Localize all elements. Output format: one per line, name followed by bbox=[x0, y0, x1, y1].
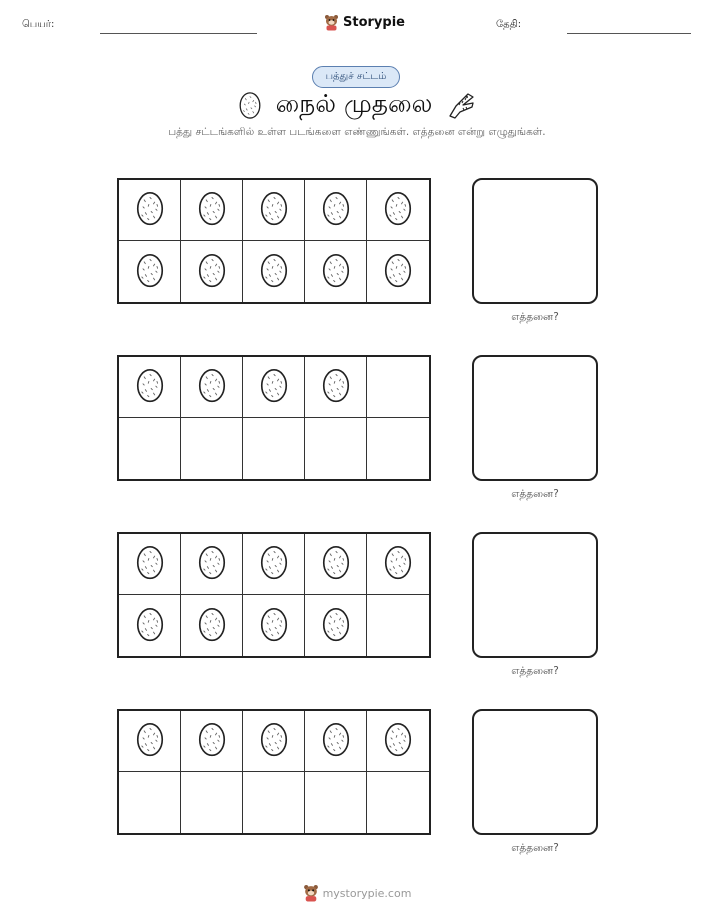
brand-name: Storypie bbox=[343, 15, 405, 30]
answer-box-4[interactable] bbox=[472, 709, 598, 835]
ten-frame-cell bbox=[119, 595, 181, 656]
answer-prompt-4: எத்தனை? bbox=[511, 842, 559, 854]
ten-frame-cell bbox=[367, 772, 429, 833]
ten-frame-cell bbox=[305, 772, 367, 833]
ten-frame-cell bbox=[243, 357, 305, 418]
egg-icon bbox=[198, 544, 226, 584]
ten-frame-cell bbox=[181, 534, 243, 595]
egg-icon bbox=[322, 367, 350, 407]
egg-icon bbox=[322, 606, 350, 646]
ten-frame-cell bbox=[181, 595, 243, 656]
egg-icon bbox=[198, 190, 226, 230]
name-line[interactable] bbox=[100, 33, 257, 34]
ten-frame-cell bbox=[119, 534, 181, 595]
ten-frame-4 bbox=[117, 709, 431, 835]
ten-frame-cell bbox=[367, 241, 429, 302]
ten-frame-cell bbox=[243, 711, 305, 772]
answer-prompt-1: எத்தனை? bbox=[511, 311, 559, 323]
ten-frame-cell bbox=[119, 418, 181, 479]
ten-frame-cell bbox=[119, 357, 181, 418]
ten-frame-cell bbox=[181, 418, 243, 479]
ten-frame-cell bbox=[367, 180, 429, 241]
egg-icon bbox=[260, 190, 288, 230]
answer-box-3[interactable] bbox=[472, 532, 598, 658]
ten-frame-cell bbox=[305, 241, 367, 302]
ten-frame-cell bbox=[181, 180, 243, 241]
answer-box-2[interactable] bbox=[472, 355, 598, 481]
ten-frame-cell bbox=[181, 357, 243, 418]
ten-frame-cell bbox=[181, 772, 243, 833]
ten-frame-2 bbox=[117, 355, 431, 481]
egg-icon bbox=[322, 544, 350, 584]
ten-frame-3 bbox=[117, 532, 431, 658]
egg-icon bbox=[260, 252, 288, 292]
egg-icon bbox=[136, 606, 164, 646]
ten-frame-cell bbox=[119, 180, 181, 241]
name-label: பெயர்: bbox=[22, 19, 55, 30]
footer-url: mystorypie.com bbox=[322, 886, 412, 900]
egg-icon bbox=[322, 190, 350, 230]
ten-frame-cell bbox=[367, 711, 429, 772]
egg-icon bbox=[136, 544, 164, 584]
egg-icon bbox=[238, 91, 262, 119]
ten-frame-cell bbox=[181, 241, 243, 302]
ten-frame-cell bbox=[367, 534, 429, 595]
egg-icon bbox=[260, 721, 288, 761]
storypie-mascot-icon bbox=[324, 14, 339, 31]
egg-icon bbox=[384, 190, 412, 230]
date-line[interactable] bbox=[567, 33, 691, 34]
ten-frame-cell bbox=[305, 534, 367, 595]
ten-frame-cell bbox=[367, 595, 429, 656]
egg-icon bbox=[198, 606, 226, 646]
ten-frame-cell bbox=[305, 711, 367, 772]
ten-frame-cell bbox=[367, 357, 429, 418]
ten-frame-cell bbox=[119, 241, 181, 302]
page-title: நைல் முதலை bbox=[275, 88, 433, 118]
ten-frame-cell bbox=[243, 418, 305, 479]
egg-icon bbox=[198, 721, 226, 761]
ten-frame-cell bbox=[243, 180, 305, 241]
answer-prompt-3: எத்தனை? bbox=[511, 665, 559, 677]
ten-frame-cell bbox=[305, 180, 367, 241]
footer bbox=[0, 884, 714, 902]
ten-frame-cell bbox=[243, 241, 305, 302]
ten-frame-cell bbox=[119, 711, 181, 772]
answer-prompt-2: எத்தனை? bbox=[511, 488, 559, 500]
instructions: பத்து சட்டங்களில் உள்ள படங்களை எண்ணுங்கள். எத்தனை என்று எழுதுங்கள். bbox=[168, 126, 546, 138]
ten-frame-cell bbox=[181, 711, 243, 772]
ten-frame-cell bbox=[305, 418, 367, 479]
egg-icon bbox=[198, 367, 226, 407]
egg-icon bbox=[384, 252, 412, 292]
egg-icon bbox=[322, 252, 350, 292]
egg-icon bbox=[136, 190, 164, 230]
egg-icon bbox=[260, 544, 288, 584]
egg-icon bbox=[260, 606, 288, 646]
ten-frame-cell bbox=[243, 772, 305, 833]
storypie-mascot-icon bbox=[303, 884, 319, 902]
egg-icon bbox=[322, 721, 350, 761]
ten-frame-cell bbox=[305, 595, 367, 656]
ten-frame-cell bbox=[243, 534, 305, 595]
egg-icon bbox=[198, 252, 226, 292]
title-row bbox=[0, 88, 714, 122]
egg-icon bbox=[384, 544, 412, 584]
egg-icon bbox=[136, 721, 164, 761]
egg-icon bbox=[260, 367, 288, 407]
brand-logo bbox=[324, 14, 405, 31]
egg-icon bbox=[384, 721, 412, 761]
worksheet-type-badge: பத்துச் சட்டம் bbox=[312, 66, 400, 88]
answer-box-1[interactable] bbox=[472, 178, 598, 304]
crocodile-head-icon bbox=[446, 90, 476, 120]
egg-icon bbox=[136, 252, 164, 292]
egg-icon bbox=[136, 367, 164, 407]
ten-frame-cell bbox=[119, 772, 181, 833]
ten-frame-1 bbox=[117, 178, 431, 304]
ten-frame-cell bbox=[243, 595, 305, 656]
ten-frame-cell bbox=[305, 357, 367, 418]
date-label: தேதி: bbox=[496, 19, 522, 30]
ten-frame-cell bbox=[367, 418, 429, 479]
